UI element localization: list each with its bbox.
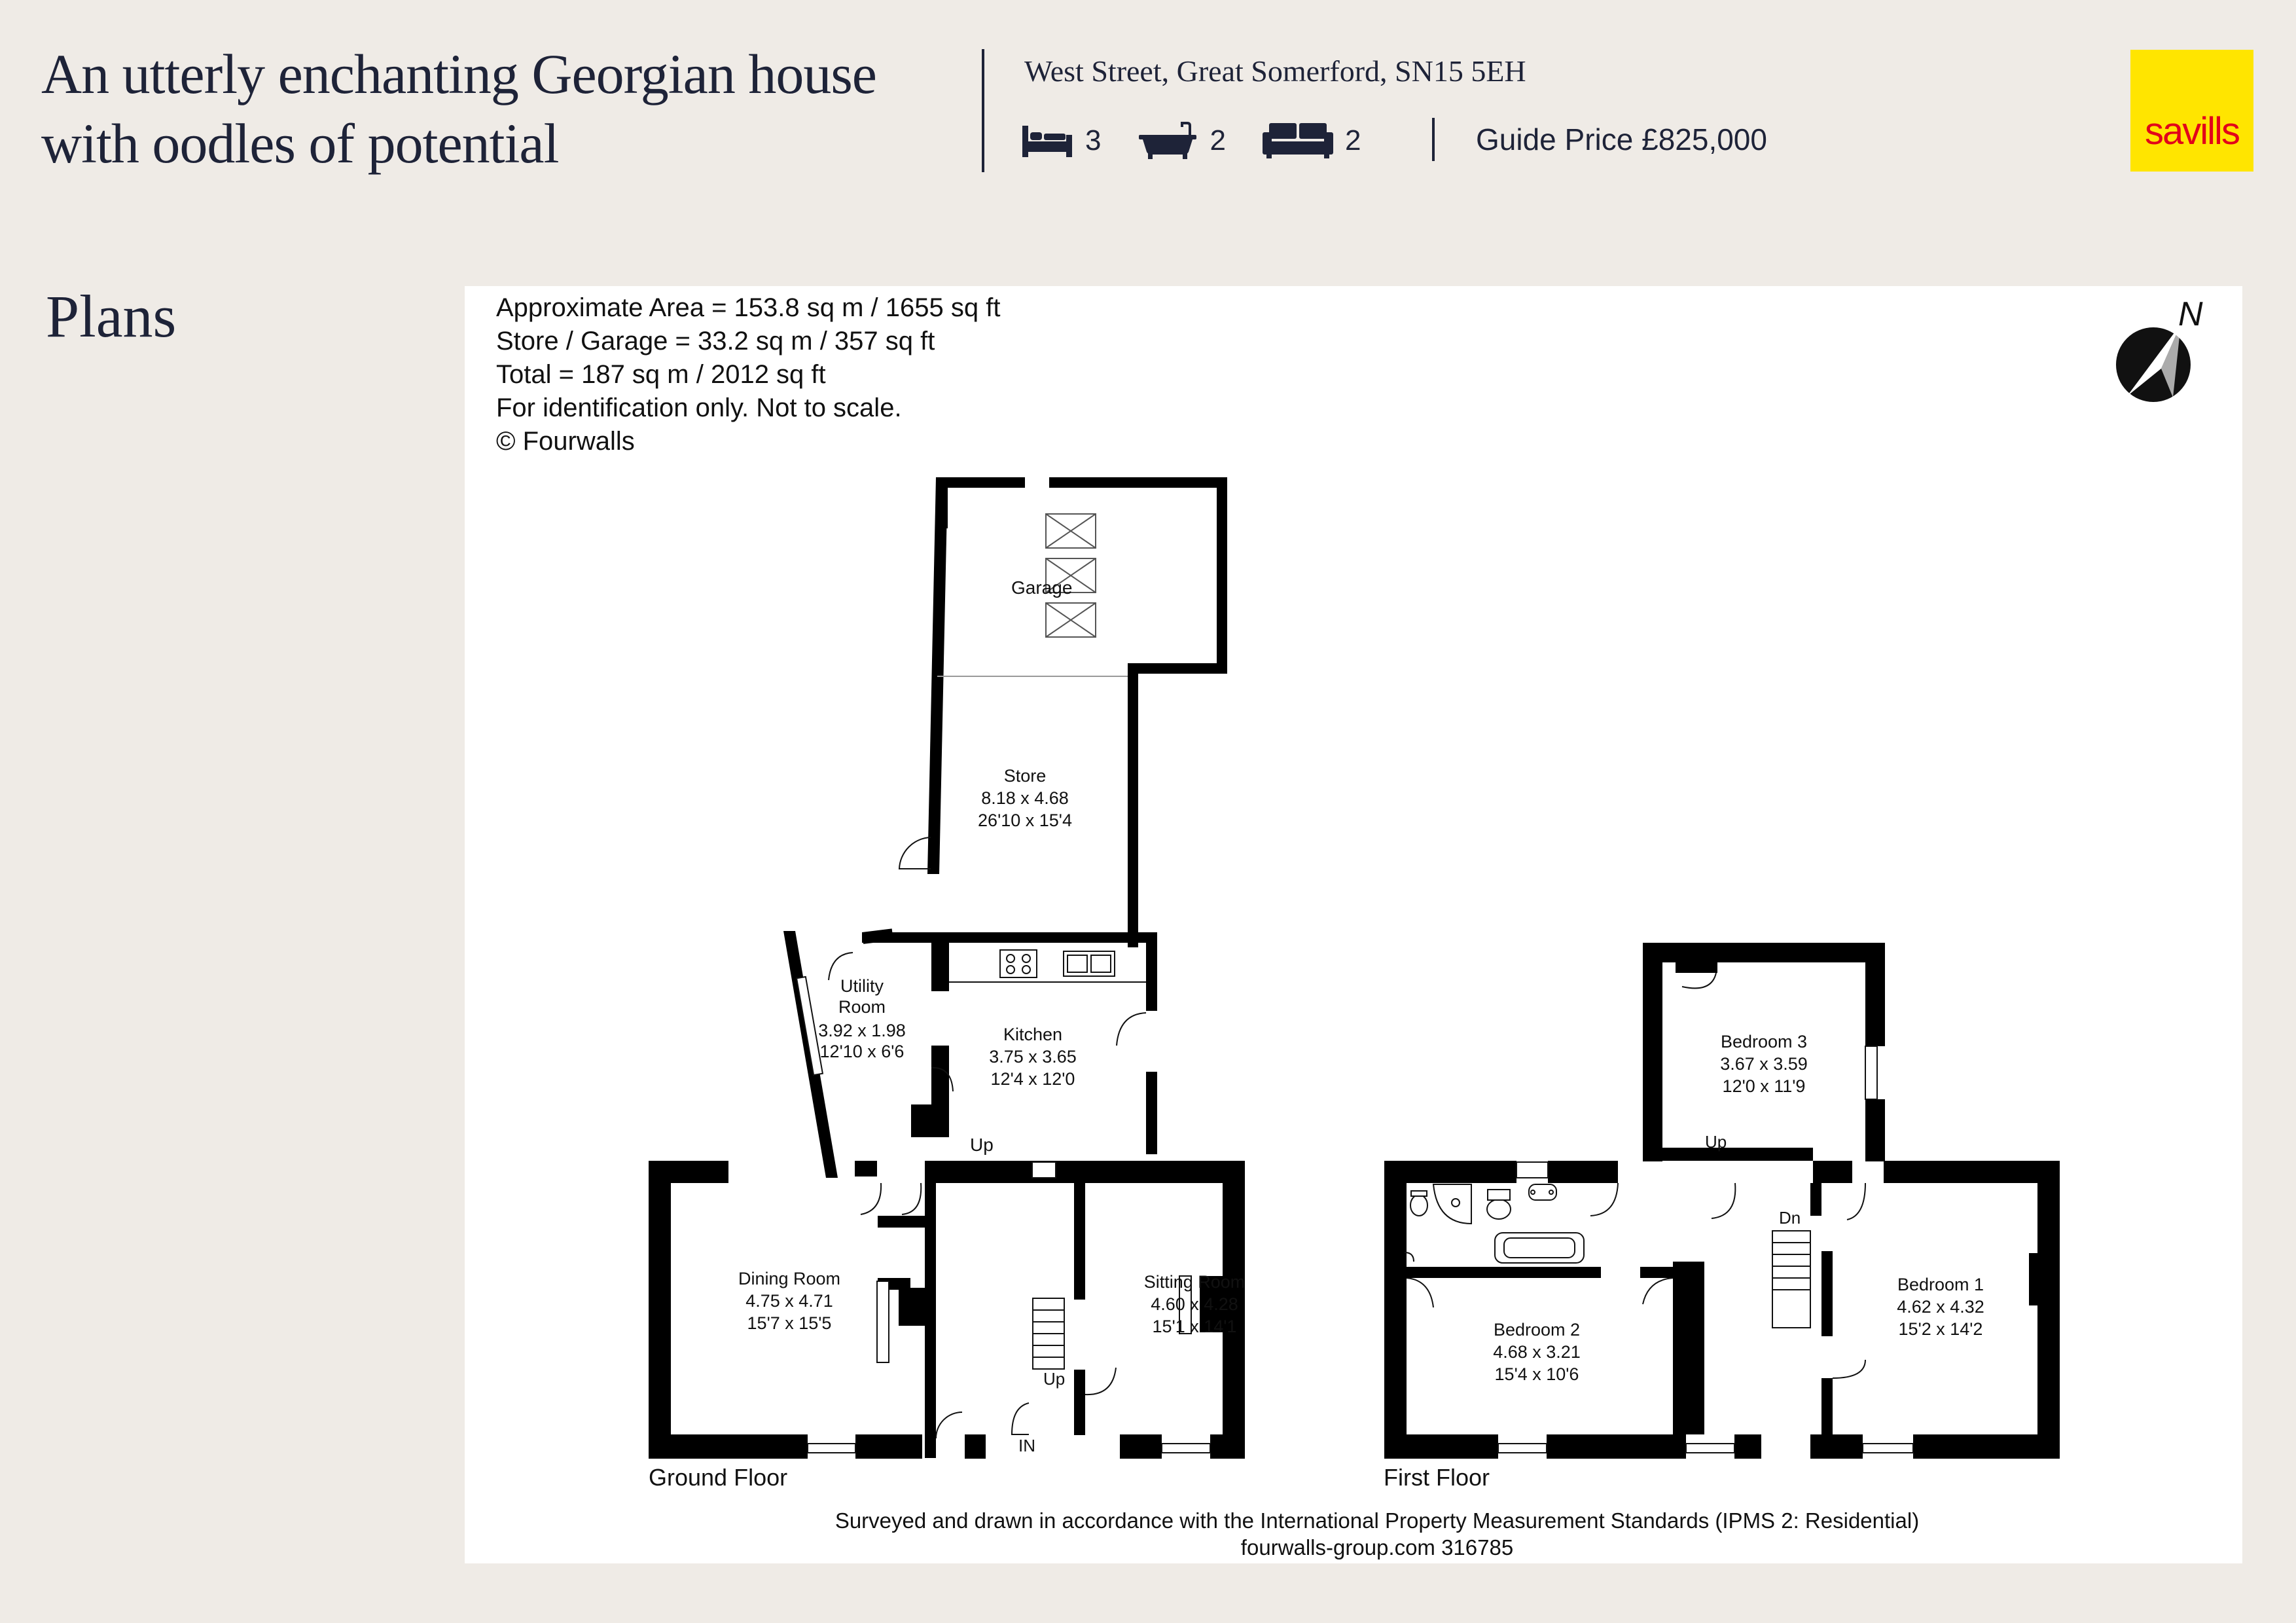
- header-divider: [982, 49, 984, 172]
- bedrooms-count: 3: [1085, 124, 1102, 156]
- svg-text:15'2 x 14'2: 15'2 x 14'2: [1898, 1319, 1983, 1339]
- sitting-room-label: [1144, 1272, 1246, 1336]
- area-note: For identification only. Not to scale.: [496, 393, 902, 422]
- svg-text:Sitting Room: Sitting Room: [1143, 1272, 1246, 1292]
- bedroom-3-label: [1720, 1032, 1808, 1096]
- logo-text: savills: [2145, 110, 2239, 153]
- price-divider: [1432, 118, 1435, 161]
- entrance-label: IN: [1018, 1436, 1035, 1455]
- svg-text:12'0 x 11'9: 12'0 x 11'9: [1722, 1076, 1806, 1096]
- svg-text:Bedroom 3: Bedroom 3: [1720, 1032, 1808, 1051]
- svg-text:Kitchen: Kitchen: [1003, 1025, 1063, 1044]
- floor-plan-panel: [465, 286, 2242, 1563]
- svg-text:15'1 x 14'1: 15'1 x 14'1: [1152, 1317, 1237, 1336]
- svg-text:4.75 x 4.71: 4.75 x 4.71: [745, 1291, 833, 1311]
- sofa-icon: [1263, 122, 1333, 160]
- area-note: © Fourwalls: [496, 427, 635, 456]
- store-door: [899, 837, 931, 869]
- svg-text:26'10 x 15'4: 26'10 x 15'4: [978, 811, 1072, 830]
- bathroom-fixtures: [1405, 1184, 1584, 1263]
- bedrooms-feature: [1021, 123, 1101, 158]
- ground-floor-label: Ground Floor: [649, 1464, 788, 1491]
- svg-text:8.18 x 4.68: 8.18 x 4.68: [981, 788, 1069, 808]
- compass-icon: [2116, 295, 2203, 402]
- up-label: Up: [970, 1135, 994, 1155]
- area-note: Approximate Area = 153.8 sq m / 1655 sq ft: [496, 293, 1001, 322]
- floor-plan-drawing: [465, 286, 2242, 1563]
- svg-text:Utility: Utility: [840, 976, 884, 996]
- section-title: Plans: [46, 283, 177, 350]
- kitchen-label: [989, 1025, 1077, 1089]
- ground-stairs: [1033, 1298, 1064, 1369]
- hob-icon: [1000, 950, 1037, 977]
- bathrooms-count: 2: [1210, 124, 1226, 156]
- svg-text:Store: Store: [1003, 766, 1047, 786]
- measurement-standard-note: Surveyed and drawn in accordance with the International Property Measurement Standards (IPMS 2: Residential): [834, 1508, 1920, 1533]
- svg-text:Bedroom 2: Bedroom 2: [1493, 1320, 1581, 1340]
- guide-price: Guide Price £825,000: [1476, 122, 1767, 156]
- bedroom-1-label: [1897, 1275, 1984, 1339]
- utility-label: [818, 976, 906, 1061]
- store-label: [978, 766, 1072, 830]
- dining-room-label: [738, 1269, 840, 1333]
- first-floor-walls: [1384, 943, 2060, 1459]
- sink-icon: [1064, 951, 1115, 976]
- down-label: Dn: [1779, 1208, 1801, 1228]
- first-floor-stairs: [1772, 1231, 1810, 1328]
- headline-line-2: with oodles of potential: [41, 112, 559, 175]
- area-note: Store / Garage = 33.2 sq m / 357 sq ft: [496, 327, 935, 356]
- surveyor-reference: fourwalls-group.com 316785: [1240, 1535, 1514, 1559]
- svg-text:4.62 x 4.32: 4.62 x 4.32: [1897, 1297, 1984, 1317]
- svg-text:3.67 x 3.59: 3.67 x 3.59: [1720, 1054, 1808, 1074]
- feature-summary: [1021, 118, 1397, 164]
- svg-text:3.75 x 3.65: 3.75 x 3.65: [989, 1047, 1077, 1067]
- bathrooms-feature: [1138, 122, 1225, 160]
- up-label: Up: [1043, 1369, 1066, 1389]
- roof-light: [1046, 514, 1096, 637]
- property-headline: [41, 39, 984, 178]
- svg-text:12'10 x 6'6: 12'10 x 6'6: [819, 1042, 905, 1061]
- svg-text:15'7 x 15'5: 15'7 x 15'5: [747, 1313, 832, 1333]
- garage-label: Garage: [1011, 577, 1073, 598]
- property-address: West Street, Great Somerford, SN15 5EH: [1024, 54, 1526, 88]
- receptions-feature: [1263, 122, 1361, 160]
- svg-text:12'4 x 12'0: 12'4 x 12'0: [990, 1069, 1075, 1089]
- bath-icon: [1138, 122, 1198, 160]
- svg-text:15'4 x 10'6: 15'4 x 10'6: [1494, 1364, 1579, 1384]
- svg-text:4.68 x 3.21: 4.68 x 3.21: [1493, 1342, 1581, 1362]
- bedroom-2-label: [1493, 1320, 1581, 1384]
- svg-text:4.60 x 4.28: 4.60 x 4.28: [1151, 1294, 1238, 1314]
- area-note: Total = 187 sq m / 2012 sq ft: [496, 360, 826, 389]
- svg-text:Room: Room: [838, 997, 886, 1017]
- svg-text:3.92 x 1.98: 3.92 x 1.98: [818, 1021, 906, 1040]
- savills-logo: [2130, 50, 2253, 172]
- first-floor-label: First Floor: [1384, 1464, 1490, 1491]
- svg-text:Dining Room: Dining Room: [738, 1269, 841, 1288]
- receptions-count: 2: [1344, 124, 1361, 156]
- bed-icon: [1021, 123, 1073, 158]
- compass-north-label: N: [2178, 295, 2203, 333]
- headline-line-1: An utterly enchanting Georgian house: [41, 43, 876, 105]
- svg-text:Bedroom 1: Bedroom 1: [1897, 1275, 1984, 1294]
- up-label: Up: [1705, 1132, 1727, 1152]
